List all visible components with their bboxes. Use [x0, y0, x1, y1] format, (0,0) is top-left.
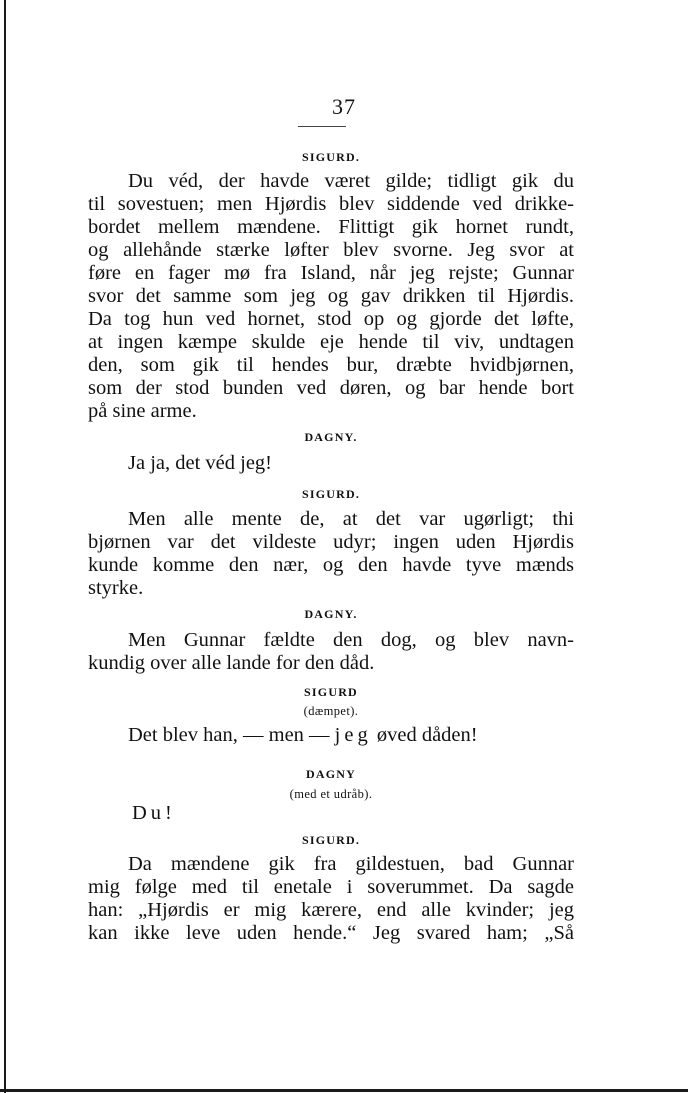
- speaker-heading: SIGURD.: [301, 150, 361, 164]
- scan-edge-left: [4, 0, 6, 1093]
- text-line: svor det samme som jeg og gav drikken til Hjørdis.: [88, 285, 574, 307]
- text-line: på sine arme.: [88, 400, 197, 422]
- text-line: kundig over alle lande for den dåd.: [88, 652, 375, 674]
- text-line: at ingen kæmpe skulde eje hende til viv, undtagen: [88, 331, 574, 353]
- text-line: styrke.: [88, 577, 144, 599]
- text-line: som der stod bunden ved døren, og bar hende bort: [88, 377, 574, 399]
- page-number: 37: [332, 94, 356, 119]
- text-line: mig følge med til enetale i soverummet. Da sagde: [88, 876, 574, 898]
- text-line: Du véd, der havde været gilde; tidligt gik du: [128, 170, 574, 192]
- speaker-heading: DAGNY.: [304, 607, 358, 621]
- text-line: Men alle mente de, at det var ugørligt; thi: [128, 508, 574, 530]
- scan-edge-bottom: [0, 1089, 688, 1092]
- page-number-rule: [298, 126, 346, 127]
- text-line: Ja ja, det véd jeg!: [128, 452, 273, 474]
- text-line: den, som gik til hendes bur, dræbte hvidbjørnen,: [88, 354, 574, 376]
- text-line: Men Gunnar fældte den dog, og blev navn-: [128, 629, 574, 651]
- line-segment: Det blev han, — men —: [128, 724, 335, 746]
- text-line: bordet mellem mændene. Flittigt gik hornet rundt,: [88, 216, 574, 238]
- text-line: kan ikke leve uden hende.“ Jeg svared ham; „Så: [88, 922, 574, 944]
- speaker-heading: DAGNY.: [304, 430, 358, 444]
- stage-direction: (med et udråb).: [289, 787, 373, 801]
- text-line: bjørnen var det vildeste udyr; ingen uden Hjørdis: [88, 531, 574, 553]
- text-line: Da tog hun ved hornet, stod op og gjorde det løfte,: [88, 308, 574, 330]
- text-line: Du!: [132, 802, 176, 824]
- text-line: og allehånde stærke løfter blev svorne. Jeg svor at: [88, 239, 574, 261]
- text-line: han: „Hjørdis er mig kærere, end alle kvinder; jeg: [88, 899, 574, 921]
- emphasized-word: jeg: [334, 724, 372, 746]
- text-line: Da mændene gik fra gildestuen, bad Gunnar: [128, 853, 574, 875]
- text-line: til sovestuen; men Hjørdis blev siddende ved drikke-: [88, 193, 574, 215]
- speaker-heading: SIGURD: [304, 685, 358, 699]
- text-line-emphasis: [128, 724, 574, 747]
- speaker-heading: SIGURD.: [301, 487, 361, 501]
- text-line: kunde komme den nær, og den havde tyve mænds: [88, 554, 574, 576]
- stage-direction: (dæmpet).: [303, 704, 359, 718]
- speaker-heading: DAGNY: [306, 767, 356, 781]
- speaker-heading: SIGURD.: [301, 833, 361, 847]
- line-segment: øved dåden!: [371, 724, 478, 746]
- text-line: føre en fager mø fra Island, når jeg rejste; Gunnar: [88, 262, 574, 284]
